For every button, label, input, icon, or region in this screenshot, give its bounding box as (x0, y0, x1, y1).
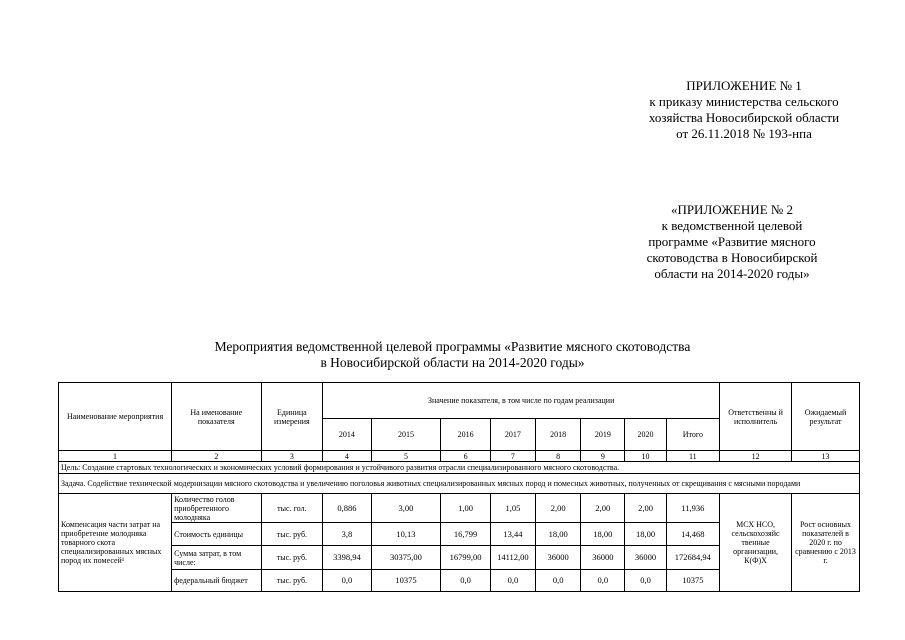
unit-cell: тыс. гол. (261, 494, 323, 523)
column-number: 13 (792, 451, 860, 462)
goal-text: Цель: Создание стартовых технологических и экономических условий формирования и устойчивого развития отрасли специализированного мясного скотоводства. (59, 462, 860, 474)
value-cell: 18,00 (536, 523, 581, 546)
value-cell: 18,00 (581, 523, 625, 546)
value-cell: 1,05 (490, 494, 535, 523)
value-cell: 2,00 (581, 494, 625, 523)
value-cell: 0,0 (625, 570, 666, 592)
value-cell: 30375,00 (371, 546, 441, 570)
column-number: 1 (59, 451, 172, 462)
appendix-1-line: ПРИЛОЖЕНИЕ № 1 (686, 78, 802, 93)
column-number: 8 (536, 451, 581, 462)
column-numbers-row (59, 451, 860, 462)
header-year: 2015 (371, 419, 441, 451)
column-number: 6 (441, 451, 490, 462)
unit-cell: тыс. руб. (261, 546, 323, 570)
value-cell: 16799,00 (441, 546, 490, 570)
value-cell: 0,0 (323, 570, 371, 592)
value-cell: 1,00 (441, 494, 490, 523)
document-title-line: Мероприятия ведомственной целевой программы «Развитие мясного скотоводства (214, 339, 691, 354)
header-year: 2020 (625, 419, 666, 451)
header-year: 2019 (581, 419, 625, 451)
column-number: 4 (323, 451, 371, 462)
document-title-line: в Новосибирской области на 2014-2020 годы» (320, 355, 585, 370)
appendix-1-header (600, 78, 888, 142)
column-number: 10 (625, 451, 666, 462)
value-cell: 10375 (371, 570, 441, 592)
appendix-2-line: области на 2014-2020 годы» (654, 266, 810, 281)
value-cell: 36000 (625, 546, 666, 570)
value-cell: 0,0 (581, 570, 625, 592)
goal-row (59, 462, 860, 474)
value-cell: 0,0 (441, 570, 490, 592)
expected-result-cell: Рост основных показателей в 2020 г. по сравнению с 2013 г. (792, 494, 860, 592)
header-row (59, 383, 860, 419)
value-cell: 0,0 (536, 570, 581, 592)
value-cell: 2,00 (536, 494, 581, 523)
column-number: 7 (490, 451, 535, 462)
value-cell: 36000 (536, 546, 581, 570)
header-values-group: Значение показателя, в том числе по годам реализации (323, 383, 720, 419)
value-cell: 18,00 (625, 523, 666, 546)
value-cell: 14,468 (666, 523, 720, 546)
header-unit: Единица измерения (261, 383, 323, 451)
column-number: 2 (172, 451, 261, 462)
indicator-name: Стоимость единицы (172, 523, 261, 546)
header-responsible: Ответственны й исполнитель (720, 383, 792, 451)
header-expected: Ожидаемый результат (792, 383, 860, 451)
value-cell: 10,13 (371, 523, 441, 546)
indicator-name: Количество голов приобретенного молодняка (172, 494, 261, 523)
measures-table (58, 382, 860, 592)
indicator-name: Сумма затрат, в том числе: (172, 546, 261, 570)
document-title (100, 339, 805, 371)
value-cell: 16,799 (441, 523, 490, 546)
appendix-1-line: к приказу министерства сельского (649, 94, 839, 109)
value-cell: 172684,94 (666, 546, 720, 570)
appendix-2-header (586, 202, 878, 282)
column-number: 12 (720, 451, 792, 462)
task-text: Задача. Содействие технической модернизации мясного скотоводства и увеличению поголовья животных специализированных мясных пород и помесных животных, полученных от скрещивания с мясными породами (59, 474, 860, 494)
value-cell: 2,00 (625, 494, 666, 523)
unit-cell: тыс. руб. (261, 570, 323, 592)
appendix-2-line: «ПРИЛОЖЕНИЕ № 2 (670, 202, 794, 217)
table-row (59, 494, 860, 523)
task-row (59, 474, 860, 494)
appendix-2-line: скотоводства в Новосибирской (646, 250, 818, 265)
column-number: 11 (666, 451, 720, 462)
header-year: Итого (666, 419, 720, 451)
value-cell: 0,886 (323, 494, 371, 523)
header-year: 2014 (323, 419, 371, 451)
indicator-name: федеральный бюджет (172, 570, 261, 592)
column-number: 3 (261, 451, 323, 462)
appendix-1-line: хозяйства Новосибирской области (648, 110, 840, 125)
value-cell: 13,44 (490, 523, 535, 546)
appendix-2-line: программе «Развитие мясного (648, 234, 816, 249)
header-indicator: На именование показателя (172, 383, 261, 451)
value-cell: 3,00 (371, 494, 441, 523)
measure-name: Компенсация части затрат на приобретение молодняка товарного скота специализированных мясных пород их помесей¹ (59, 494, 172, 592)
header-year: 2016 (441, 419, 490, 451)
unit-cell: тыс. руб. (261, 523, 323, 546)
column-number: 9 (581, 451, 625, 462)
header-year: 2018 (536, 419, 581, 451)
column-number: 5 (371, 451, 441, 462)
value-cell: 14112,00 (490, 546, 535, 570)
responsible-cell: МСХ НСО, сельскохозяйс твенные организации, К(Ф)Х (720, 494, 792, 592)
value-cell: 3,8 (323, 523, 371, 546)
value-cell: 36000 (581, 546, 625, 570)
value-cell: 3398,94 (323, 546, 371, 570)
value-cell: 0,0 (490, 570, 535, 592)
header-year: 2017 (490, 419, 535, 451)
appendix-2-line: к ведомственной целевой (661, 218, 803, 233)
value-cell: 10375 (666, 570, 720, 592)
header-measure: Наименование мероприятия (59, 383, 172, 451)
value-cell: 11,936 (666, 494, 720, 523)
appendix-1-line: от 26.11.2018 № 193-нпа (676, 126, 812, 141)
